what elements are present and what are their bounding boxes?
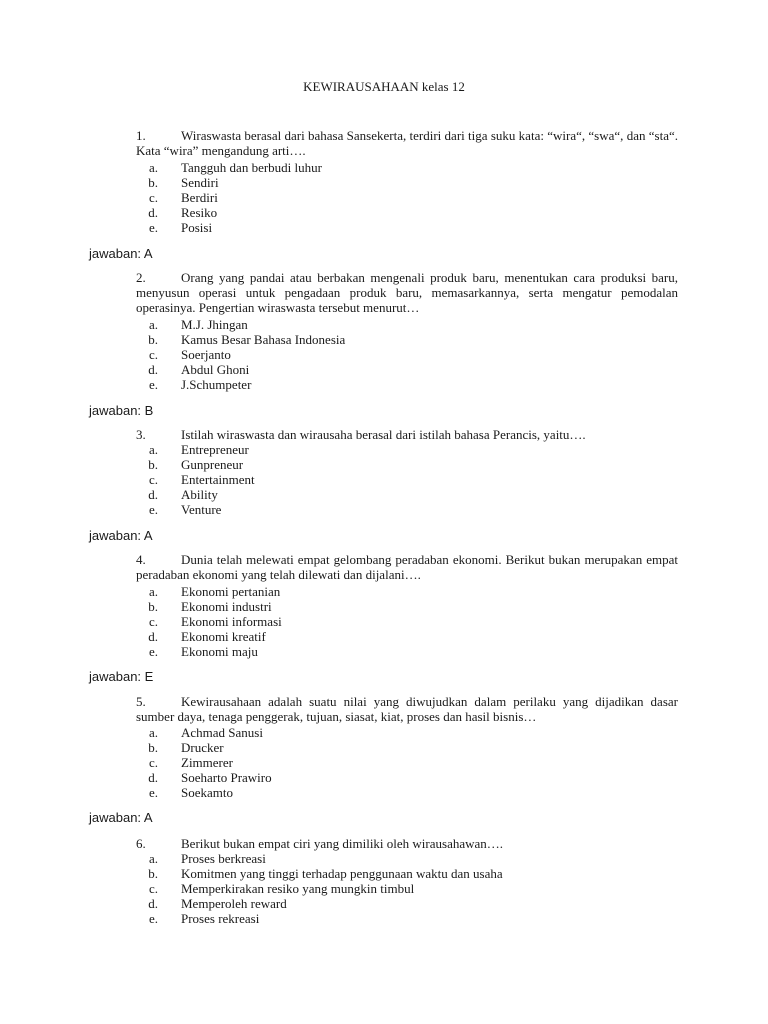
option-c: c. Berdiri bbox=[148, 190, 218, 205]
option-b: b. Komitmen yang tinggi terhadap penggunaan waktu dan usaha bbox=[148, 866, 503, 881]
option-d: d. Memperoleh reward bbox=[148, 896, 287, 911]
options-list-6 bbox=[136, 851, 503, 926]
question-text: Dunia telah melewati empat gelombang peradaban ekonomi. Berikut bukan merupakan empat peradaban ekonomi yang telah dilewati dan dijalani…. bbox=[136, 552, 678, 582]
question-number: 5. bbox=[136, 694, 146, 709]
option-d: d. Ability bbox=[148, 487, 218, 502]
option-e: e. Proses rekreasi bbox=[148, 911, 260, 926]
option-c: c. Memperkirakan resiko yang mungkin timbul bbox=[148, 881, 415, 896]
option-e: e. Venture bbox=[148, 502, 222, 517]
option-e: e. Posisi bbox=[148, 220, 213, 235]
option-a: a. Ekonomi pertanian bbox=[148, 584, 281, 599]
options-list-3 bbox=[136, 442, 255, 517]
option-d: d. Ekonomi kreatif bbox=[148, 629, 266, 644]
option-b: b. Kamus Besar Bahasa Indonesia bbox=[148, 332, 346, 347]
option-d: d. Resiko bbox=[148, 205, 218, 220]
option-a: a. M.J. Jhingan bbox=[148, 317, 248, 332]
document-title: KEWIRAUSAHAAN kelas 12 bbox=[303, 79, 465, 94]
option-b: b. Gunpreneur bbox=[148, 457, 244, 472]
options-list-4 bbox=[136, 584, 282, 659]
question-text: Wiraswasta berasal dari bahasa Sansekerta, terdiri dari tiga suku kata: “wira“, “swa“, dan “sta“. Kata “wira” mengandung arti…. bbox=[136, 128, 678, 158]
answer-1: jawaban: A bbox=[89, 246, 153, 261]
question-text: Kewirausahaan adalah suatu nilai yang diwujudkan dalam perilaku yang dijadikan dasar sumber daya, tenaga penggerak, tujuan, siasat, kiat, proses dan hasil bisnis… bbox=[136, 694, 678, 724]
option-a: a. Achmad Sanusi bbox=[148, 725, 263, 740]
option-b: b. Sendiri bbox=[148, 175, 219, 190]
options-list-2 bbox=[136, 317, 345, 392]
options-list-5 bbox=[136, 725, 272, 800]
question-number: 1. bbox=[136, 128, 146, 143]
answer-4: jawaban: E bbox=[89, 669, 154, 684]
option-c: c. Entertainment bbox=[148, 472, 255, 487]
option-a: a. Entrepreneur bbox=[148, 442, 249, 457]
answer-3: jawaban: A bbox=[89, 528, 153, 543]
option-c: c. Zimmerer bbox=[148, 755, 233, 770]
option-a: a. Tangguh dan berbudi luhur bbox=[148, 160, 322, 175]
question-text: Orang yang pandai atau berbakan mengenali produk baru, menentukan cara produksi baru, menyusun operasi untuk pengadaan produk baru, memasarkannya, serta mengatur pemodalan operasinya. Pengertian wiraswasta tersebut menurut… bbox=[136, 270, 678, 315]
question-text: Istilah wiraswasta dan wirausaha berasal dari istilah bahasa Perancis, yaitu…. bbox=[181, 427, 586, 442]
option-d: d. Abdul Ghoni bbox=[148, 362, 250, 377]
answer-2: jawaban: B bbox=[89, 403, 154, 418]
option-c: c. Ekonomi informasi bbox=[148, 614, 282, 629]
question-4 bbox=[136, 552, 678, 582]
options-list-1 bbox=[136, 160, 322, 235]
option-a: a. Proses berkreasi bbox=[148, 851, 266, 866]
question-6 bbox=[136, 836, 678, 851]
option-b: b. Ekonomi industri bbox=[148, 599, 272, 614]
option-c: c. Soerjanto bbox=[148, 347, 231, 362]
question-number: 4. bbox=[136, 552, 146, 567]
question-3 bbox=[136, 427, 678, 442]
option-d: d. Soeharto Prawiro bbox=[148, 770, 272, 785]
option-e: e. J.Schumpeter bbox=[148, 377, 252, 392]
option-b: b. Drucker bbox=[148, 740, 224, 755]
question-5 bbox=[136, 694, 678, 724]
option-e: e. Soekamto bbox=[148, 785, 233, 800]
question-2 bbox=[136, 270, 678, 315]
option-e: e. Ekonomi maju bbox=[148, 644, 258, 659]
answer-5: jawaban: A bbox=[89, 810, 153, 825]
question-text: Berikut bukan empat ciri yang dimiliki oleh wirausahawan…. bbox=[181, 836, 504, 851]
question-number: 3. bbox=[136, 427, 146, 442]
question-number: 2. bbox=[136, 270, 146, 285]
question-number: 6. bbox=[136, 836, 146, 851]
question-1 bbox=[136, 128, 678, 158]
